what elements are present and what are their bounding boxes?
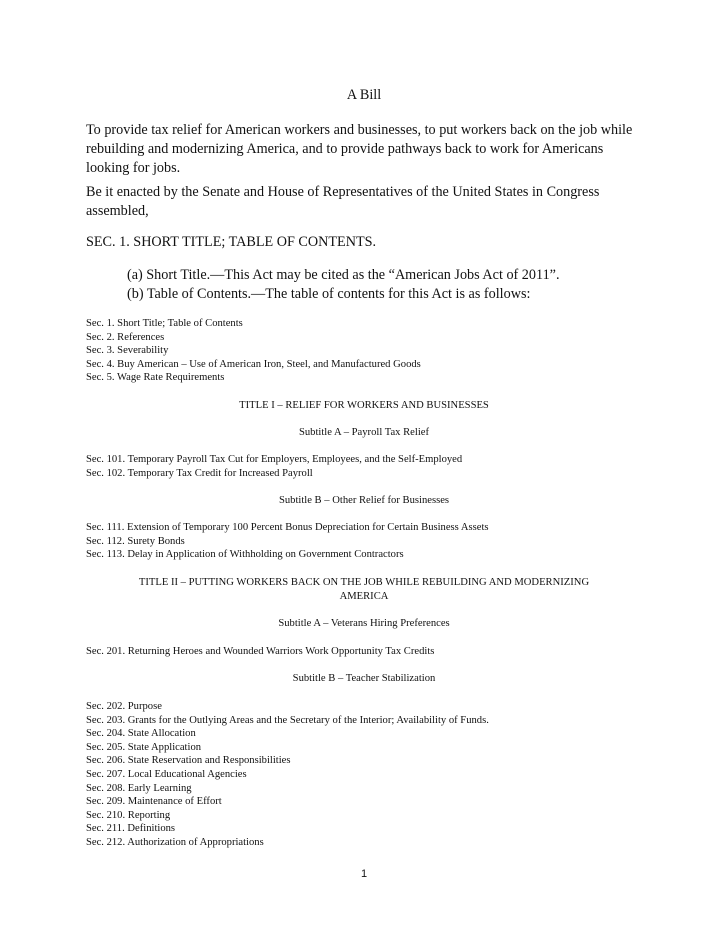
toc-entry: Sec. 111. Extension of Temporary 100 Percent Bonus Depreciation for Certain Business Assets [86, 522, 489, 533]
toc-t1-a-list [86, 453, 646, 480]
toc-entry: Sec. 205. State Application [86, 741, 202, 753]
title-i-heading: TITLE I – RELIEF FOR WORKERS AND BUSINESSES [239, 400, 489, 411]
purpose-line: To provide tax relief for American workers and businesses, to put workers back on the job while [86, 122, 633, 138]
page-number: 1 [360, 868, 368, 880]
t1-subtitle-a: Subtitle A – Payroll Tax Relief [298, 427, 429, 438]
toc-entry: Sec. 211. Definitions [86, 823, 176, 835]
section-heading: SEC. 1. SHORT TITLE; TABLE OF CONTENTS. [86, 234, 377, 250]
toc-t2-b-list [86, 700, 646, 850]
purpose-line: looking for jobs. [86, 160, 181, 176]
purpose-paragraph [86, 121, 646, 178]
toc-entry: Sec. 208. Early Learning [86, 782, 192, 794]
t1-subtitle-b: Subtitle B – Other Relief for Businesses [278, 495, 450, 506]
enacting-line: assembled, [86, 203, 149, 219]
toc-entry: Sec. 112. Surety Bonds [86, 535, 185, 547]
toc-entry: Sec. 202. Purpose [86, 701, 162, 712]
toc-entry: Sec. 210. Reporting [86, 809, 171, 821]
toc-entry: Sec. 101. Temporary Payroll Tax Cut for Employers, Employees, and the Self-Employed [86, 454, 463, 465]
toc-general-list [86, 317, 646, 385]
toc-entry: Sec. 204. State Allocation [86, 728, 196, 740]
t2-subtitle-b: Subtitle B – Teacher Stabilization [292, 673, 436, 684]
subsection-list [127, 266, 560, 304]
toc-entry: Sec. 102. Temporary Tax Credit for Increased Payroll [86, 467, 313, 479]
toc-entry: Sec. 212. Authorization of Appropriations [86, 836, 264, 848]
toc-entry: Sec. 113. Delay in Application of Withholding on Government Contractors [86, 549, 404, 561]
enacting-line: Be it enacted by the Senate and House of Representatives of the United States in Congress [86, 184, 600, 200]
toc-entry: Sec. 1. Short Title; Table of Contents [86, 318, 243, 329]
toc-entry: Sec. 3. Severability [86, 345, 169, 357]
toc-entry: Sec. 201. Returning Heroes and Wounded Warriors Work Opportunity Tax Credits [86, 646, 435, 657]
toc-entry: Sec. 206. State Reservation and Responsibilities [86, 755, 291, 767]
toc-entry: Sec. 2. References [86, 331, 165, 343]
title-ii-line: TITLE II – PUTTING WORKERS BACK ON THE JOB WHILE REBUILDING AND MODERNIZING [138, 577, 590, 588]
subsection-b: (b) Table of Contents.—The table of contents for this Act is as follows: [127, 286, 531, 302]
toc-t2-a-list [86, 645, 646, 659]
toc-entry: Sec. 4. Buy American – Use of American Iron, Steel, and Manufactured Goods [86, 358, 421, 370]
purpose-line: rebuilding and modernizing America, and to provide pathways back to work for Americans [86, 141, 604, 157]
enacting-clause [86, 183, 646, 221]
toc-entry: Sec. 203. Grants for the Outlying Areas and the Secretary of the Interior; Availability of Funds. [86, 714, 489, 726]
t2-subtitle-a: Subtitle A – Veterans Hiring Preferences [278, 618, 450, 629]
subsection-a: (a) Short Title.—This Act may be cited as the “American Jobs Act of 2011”. [127, 267, 560, 283]
toc-t1-b-list [86, 521, 646, 562]
toc-entry: Sec. 209. Maintenance of Effort [86, 796, 222, 808]
toc-entry: Sec. 5. Wage Rate Requirements [86, 372, 225, 384]
bill-heading: A Bill [346, 87, 382, 103]
title-ii-heading [0, 576, 728, 603]
toc-entry: Sec. 207. Local Educational Agencies [86, 768, 247, 780]
title-ii-line: AMERICA [339, 590, 389, 602]
